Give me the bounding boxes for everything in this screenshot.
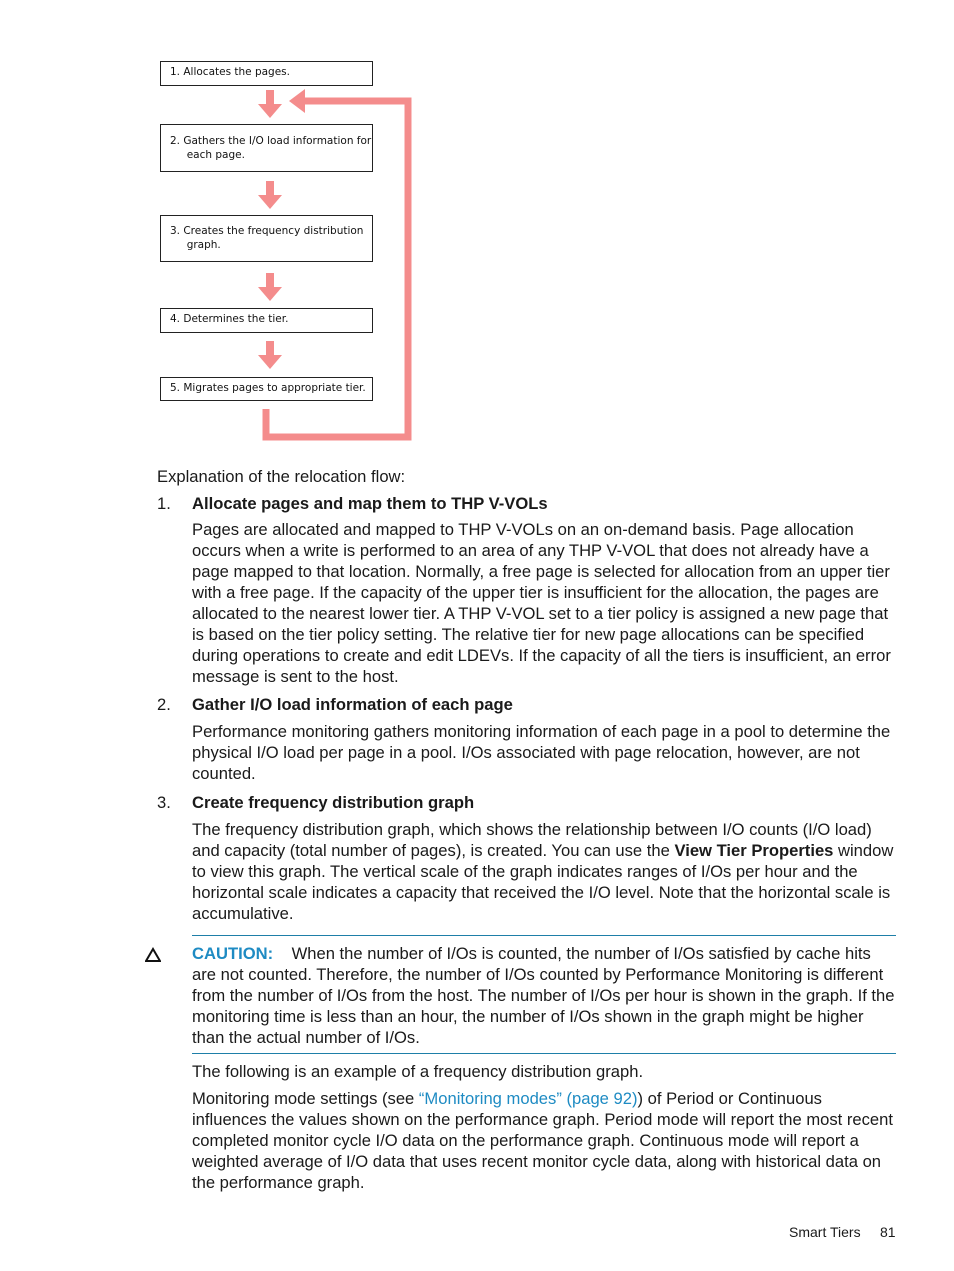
intro-text: Explanation of the relocation flow: <box>157 467 406 486</box>
list-body: Performance monitoring gathers monitoring information of each page in a pool to determine the physical I/O load per page in a pool. I/Os associated with page relocation, however, are not counted. <box>192 722 891 783</box>
footer-section-title: Smart Tiers <box>789 1224 861 1240</box>
caution-bottom-rule <box>192 1053 896 1054</box>
list-heading: Allocate pages and map them to THP V-VOLs <box>192 494 548 513</box>
list-heading: Create frequency distribution graph <box>192 793 475 812</box>
list-number: 1. <box>157 494 171 513</box>
view-tier-properties-text: View Tier Properties <box>674 841 834 860</box>
list-number: 2. <box>157 695 171 714</box>
monitoring-paragraph: Monitoring mode settings (see “Monitoring modes” (page 92)) of Period or Continuous influences the values shown on the performance graph. Period mode will report the most recent completed monitor cycle I/O data on the performance graph. Continuous mode will report a weighted average of I/O data that uses recent monitor cycle data, along with historical data on the performance graph. <box>192 1089 894 1192</box>
list-number: 3. <box>157 793 171 812</box>
list-heading: Gather I/O load information of each page <box>192 695 513 714</box>
flow-step-2: 2. Gathers the I/O load information for each page. <box>160 124 373 172</box>
page-number: 81 <box>880 1224 896 1240</box>
flow-step-4: 4. Determines the tier. <box>160 308 373 333</box>
caution-note <box>192 943 897 1048</box>
caution-top-rule <box>192 935 896 936</box>
loop-back-arrow-icon <box>0 0 420 450</box>
list-body: Pages are allocated and mapped to THP V-VOLs on an on-demand basis. Page allocation occurs when a write is performed to an area of any THP V-VOL that does not already have a page mapped to that location. Normally, a free page is selected for allocation from an upper tier with a free page. If the capacity of the upper tier is insufficient for the allocation, the pages are allocated to the nearest lower tier. A THP V-VOL set to a tier policy is assigned a new page that is based on the tier policy setting. The relative tier for new page allocations can be specified during operations to create and edit LDEVs. If the capacity of all the tiers is insufficient, an error message is sent to the host. <box>192 520 891 686</box>
list-body: The frequency distribution graph, which shows the relationship between I/O counts (I/O load) and capacity (total number of pages), is created. You can use the View Tier Properties window to view this graph. The vertical scale of the graph indicates ranges of I/Os per hour and the horizontal scale indicates a capacity that received the I/O level. Note that the horizontal scale is accumulative. <box>192 820 894 923</box>
flow-step-5: 5. Migrates pages to appropriate tier. <box>160 377 373 401</box>
example-text: The following is an example of a frequency distribution graph. <box>192 1062 644 1081</box>
monitoring-modes-link[interactable]: “Monitoring modes” (page 92) <box>418 1089 638 1108</box>
caution-label: CAUTION: <box>192 944 274 963</box>
caution-text: When the number of I/Os is counted, the number of I/Os satisfied by cache hits are not counted. Therefore, the number of I/Os counted by Performance Monitoring is different from the number of I/Os from the host. The number of I/Os per hour is shown in the graph. If the monitoring time is less than an hour, the number of I/Os shown in the graph might be higher than the actual number of I/Os. <box>192 944 895 1047</box>
flow-step-1: 1. Allocates the pages. <box>160 61 373 86</box>
flow-step-3: 3. Creates the frequency distribution graph. <box>160 215 373 262</box>
caution-icon <box>145 947 161 963</box>
